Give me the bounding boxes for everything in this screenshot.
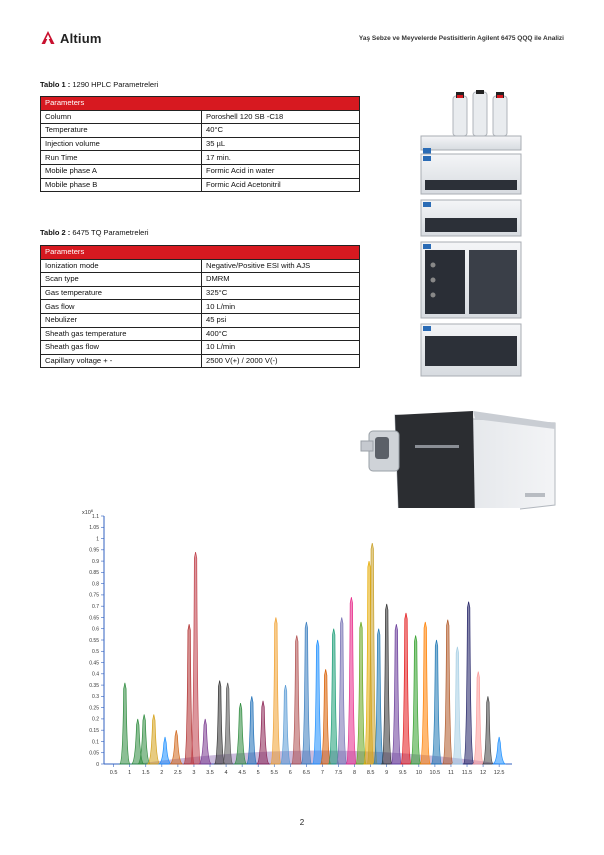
table1-caption bbox=[40, 80, 158, 89]
param-value: 17 min. bbox=[202, 151, 360, 165]
x-tick-label: 1 bbox=[128, 770, 132, 776]
hplc-parameters-table bbox=[40, 96, 360, 192]
y-tick-label: 0.75 bbox=[89, 592, 99, 599]
y-tick-label: 0.7 bbox=[92, 603, 99, 610]
y-tick-label: 0.15 bbox=[89, 727, 99, 734]
param-value: Negative/Positive ESI with AJS bbox=[202, 259, 360, 273]
param-name: Ionization mode bbox=[41, 259, 202, 273]
x-tick-label: 10.5 bbox=[429, 770, 441, 776]
table-row bbox=[41, 273, 360, 287]
x-tick-label: 7 bbox=[320, 770, 324, 776]
param-value: 2500 V(+) / 2000 V(-) bbox=[202, 354, 360, 368]
param-value: Poroshell 120 SB -C18 bbox=[202, 110, 360, 124]
x-tick-label: 1.5 bbox=[141, 770, 150, 776]
table-row bbox=[41, 151, 360, 165]
table-row bbox=[41, 178, 360, 192]
table-row bbox=[41, 137, 360, 151]
param-value: 400°C bbox=[202, 327, 360, 341]
x-tick-label: 4 bbox=[224, 770, 228, 776]
param-name: Mobile phase A bbox=[41, 164, 202, 178]
param-name: Capillary voltage + - bbox=[41, 354, 202, 368]
x-tick-label: 11 bbox=[448, 770, 454, 776]
param-value: Formic Acid Acetonitril bbox=[202, 178, 360, 192]
param-name: Gas temperature bbox=[41, 286, 202, 300]
document-header-title: Yaş Sebze ve Meyvelerde Pestisitlerin Agilent 6475 QQQ ile Analizi bbox=[358, 35, 564, 42]
x-tick-label: 3 bbox=[192, 770, 196, 776]
table-header-row bbox=[41, 97, 360, 111]
table-row bbox=[41, 341, 360, 355]
param-name: Injection volume bbox=[41, 137, 202, 151]
x-tick-label: 8.5 bbox=[366, 770, 375, 776]
param-name: Scan type bbox=[41, 273, 202, 287]
param-value: 10 L/min bbox=[202, 300, 360, 314]
table2-caption-prefix: Tablo 2 : bbox=[40, 228, 71, 237]
x-tick-label: 12 bbox=[480, 770, 487, 776]
param-name: Run Time bbox=[41, 151, 202, 165]
table-row bbox=[41, 164, 360, 178]
y-tick-label: 0.6 bbox=[92, 626, 99, 633]
table-header-cell: Parameters bbox=[41, 97, 360, 111]
param-value: 45 psi bbox=[202, 313, 360, 327]
param-name: Nebulizer bbox=[41, 313, 202, 327]
y-tick-label: 0.25 bbox=[89, 705, 99, 712]
x-tick-label: 0.5 bbox=[109, 770, 118, 776]
brand-logo bbox=[40, 30, 102, 46]
table-row bbox=[41, 327, 360, 341]
y-tick-label: 0.9 bbox=[92, 558, 99, 565]
param-value: 40°C bbox=[202, 124, 360, 138]
x-tick-label: 5 bbox=[256, 770, 260, 776]
y-multiplier-label: $x10^6$ bbox=[82, 508, 94, 516]
param-name: Temperature bbox=[41, 124, 202, 138]
altium-logo-icon bbox=[40, 30, 56, 46]
table-header-row bbox=[41, 246, 360, 260]
x-tick-label: 8 bbox=[353, 770, 357, 776]
table-row bbox=[41, 300, 360, 314]
table1-caption-text: 1290 HPLC Parametreleri bbox=[72, 80, 159, 89]
x-tick-label: 10 bbox=[415, 770, 422, 776]
x-tick-label: 9 bbox=[385, 770, 389, 776]
hplc-instrument-image bbox=[415, 90, 527, 382]
x-tick-label: 6 bbox=[288, 770, 292, 776]
param-value: DMRM bbox=[202, 273, 360, 287]
page-number: 2 bbox=[299, 818, 305, 827]
param-value: 35 µL bbox=[202, 137, 360, 151]
y-tick-label: 1.05 bbox=[89, 525, 99, 532]
table2-caption-text: 6475 TQ Parametreleri bbox=[72, 228, 149, 237]
table1-caption-prefix: Tablo 1 : bbox=[40, 80, 71, 89]
param-name: Gas flow bbox=[41, 300, 202, 314]
y-tick-label: 0.55 bbox=[89, 637, 99, 644]
y-tick-label: 0.45 bbox=[89, 660, 99, 667]
x-tick-label: 12.5 bbox=[493, 770, 505, 776]
x-tick-label: 9.5 bbox=[398, 770, 407, 776]
x-tick-label: 3.5 bbox=[206, 770, 214, 776]
y-tick-label: 0.35 bbox=[89, 682, 99, 689]
y-tick-label: 1.1 bbox=[92, 513, 99, 520]
table-row bbox=[41, 124, 360, 138]
y-tick-label: 0.2 bbox=[92, 716, 99, 723]
table-row bbox=[41, 354, 360, 368]
param-name: Sheath gas temperature bbox=[41, 327, 202, 341]
y-tick-label: 0.85 bbox=[89, 570, 99, 577]
table2-caption bbox=[40, 228, 149, 237]
param-value: 10 L/min bbox=[202, 341, 360, 355]
x-tick-label: 11.5 bbox=[461, 770, 473, 776]
y-tick-label: 0.8 bbox=[92, 581, 99, 588]
y-tick-label: 0 bbox=[96, 761, 99, 768]
y-tick-label: 0.4 bbox=[92, 671, 99, 678]
y-tick-label: 0.3 bbox=[92, 694, 99, 701]
chromatogram-chart bbox=[80, 508, 520, 778]
y-tick-label: 0.1 bbox=[92, 739, 99, 746]
x-tick-label: 7.5 bbox=[334, 770, 343, 776]
y-tick-label: 0.05 bbox=[89, 750, 99, 757]
table-row bbox=[41, 259, 360, 273]
param-value: Formic Acid in water bbox=[202, 164, 360, 178]
y-tick-label: 1 bbox=[96, 536, 99, 543]
x-tick-label: 2.5 bbox=[174, 770, 182, 776]
tq-parameters-table bbox=[40, 245, 360, 368]
y-tick-label: 0.95 bbox=[89, 547, 99, 554]
table-row bbox=[41, 286, 360, 300]
param-name: Column bbox=[41, 110, 202, 124]
param-name: Mobile phase B bbox=[41, 178, 202, 192]
param-name: Sheath gas flow bbox=[41, 341, 202, 355]
table-header-cell: Parameters bbox=[41, 246, 360, 260]
y-tick-label: 0.65 bbox=[89, 615, 99, 622]
y-tick-label: 0.5 bbox=[92, 649, 99, 656]
x-tick-label: 5.5 bbox=[270, 770, 279, 776]
param-value: 325°C bbox=[202, 286, 360, 300]
table-row bbox=[41, 313, 360, 327]
x-tick-label: 2 bbox=[160, 770, 164, 776]
x-tick-label: 4.5 bbox=[238, 770, 246, 776]
table-row bbox=[41, 110, 360, 124]
x-tick-label: 6.5 bbox=[302, 770, 311, 776]
brand-name: Altium bbox=[60, 30, 102, 46]
